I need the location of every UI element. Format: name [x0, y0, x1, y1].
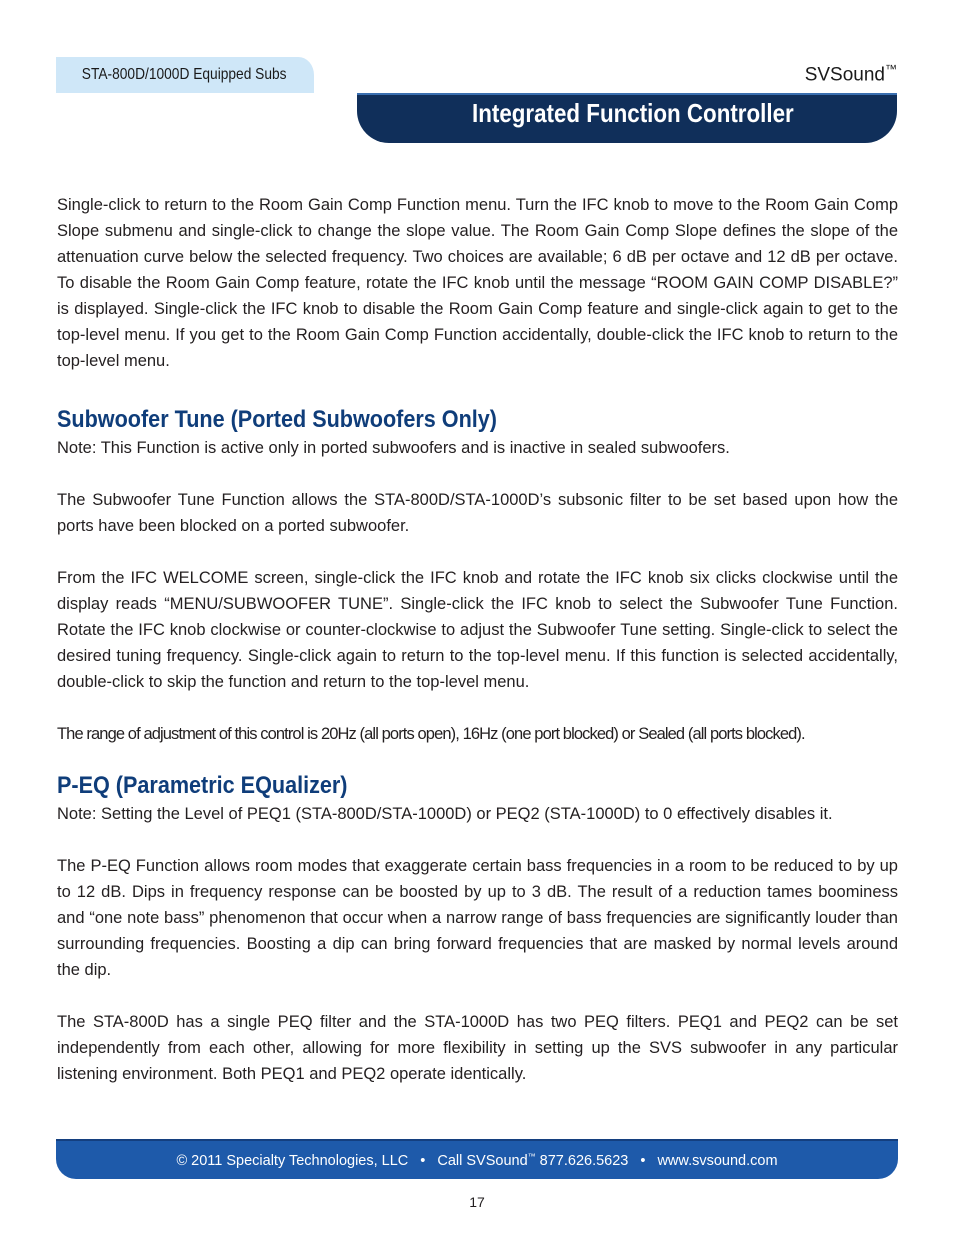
- subwoofer-tune-paragraph-2: From the IFC WELCOME screen, single-click the IFC knob and rotate the IFC knob six clicks clockwise until the display reads “MENU/SUBWOOFER TUNE”. Single-click the IFC knob to select the Subwoofer Tune Function. Rotate the IFC knob clockwise or counter-clockwise to adjust the Subwoofer Tune setting. Single-click to select the desired tuning frequency. Single-click again to return to the top-level menu. If this function is selected accidentally, double-click to skip the function and return to the top-level menu.: [57, 569, 898, 691]
- footer-separator: •: [420, 1152, 426, 1169]
- page-number: 17: [469, 1194, 485, 1210]
- footer-bar: [56, 1139, 898, 1179]
- footer-call: Call SVSound: [437, 1152, 528, 1169]
- section-heading-subwoofer-tune: Subwoofer Tune (Ported Subwoofers Only): [57, 406, 498, 433]
- subwoofer-tune-range: The range of adjustment of this control is 20Hz (all ports open), 16Hz (one port blocked) or Sealed (all ports blocked).: [57, 725, 805, 743]
- section-heading-peq: P-EQ (Parametric EQualizer): [57, 772, 348, 799]
- peq-paragraph-1: The P-EQ Function allows room modes that exaggerate certain bass frequencies in a room to be reduced to by up to 12 dB. Dips in frequency response can be boosted by up to 3 dB. The result of a reduction tames boominess and “one note bass” phenomenon that occur when a narrow range of bass frequencies are significantly louder than surrounding frequencies. Boosting a dip can bring forward frequencies that are masked by normal levels around the dip.: [57, 857, 898, 979]
- trademark-mark: ™: [885, 62, 897, 76]
- page-title: Integrated Function Controller: [472, 98, 794, 128]
- footer-separator-2: •: [640, 1152, 646, 1169]
- footer-copyright: © 2011 Specialty Technologies, LLC: [176, 1152, 409, 1169]
- subwoofer-tune-note: Note: This Function is active only in ported subwoofers and is inactive in sealed subwoofers.: [57, 439, 730, 457]
- section-tab-label: STA-800D/1000D Equipped Subs: [56, 57, 314, 93]
- subwoofer-tune-paragraph-1: The Subwoofer Tune Function allows the STA-800D/STA-1000D’s subsonic filter to be set based upon how the ports have been blocked on a ported subwoofer.: [57, 491, 898, 535]
- peq-note: Note: Setting the Level of PEQ1 (STA-800D/STA-1000D) or PEQ2 (STA-1000D) to 0 effectively disables it.: [57, 805, 833, 823]
- footer-text: [56, 1152, 898, 1169]
- footer-trademark-mark: ™: [527, 1152, 536, 1161]
- footer-phone: 877.626.5623: [539, 1152, 629, 1169]
- brand-name: SVSound™: [804, 62, 897, 86]
- peq-paragraph-2: The STA-800D has a single PEQ filter and the STA-1000D has two PEQ filters. PEQ1 and PEQ2 can be set independently from each other, allowing for more flexibility in setting up the SVS subwoofer in any particular listening environment. Both PEQ1 and PEQ2 operate identically.: [57, 1013, 898, 1083]
- intro-paragraph: Single-click to return to the Room Gain Comp Function menu. Turn the IFC knob to move to the Room Gain Comp Slope submenu and single-click to change the slope value. The Room Gain Comp Slope defines the slope of the attenuation curve below the selected frequency. Two choices are available; 6 dB per octave and 12 dB per octave. To disable the Room Gain Comp feature, rotate the IFC knob until the message “ROOM GAIN COMP DISABLE?” is displayed. Single-click the IFC knob to disable the Room Gain Comp feature and single-click again to get to the top-level menu. If you get to the Room Gain Comp Function accidentally, double-click the IFC knob to return to the top-level menu.: [57, 196, 898, 370]
- footer-website: www.svsound.com: [657, 1152, 778, 1169]
- page-content: [57, 192, 898, 1087]
